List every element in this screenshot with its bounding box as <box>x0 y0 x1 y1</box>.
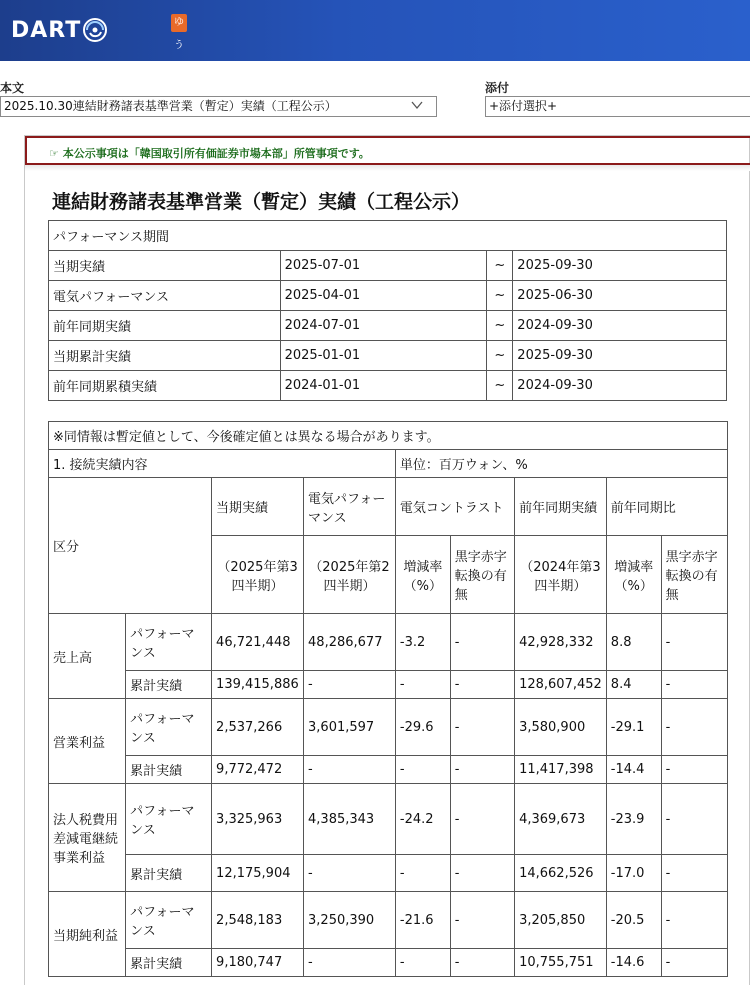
main-doc-select[interactable] <box>0 96 437 117</box>
period-sep: ~ <box>487 251 513 281</box>
period-sep: ~ <box>487 341 513 371</box>
cell-current: 12,175,904 <box>212 855 304 892</box>
unit-label: 単位：百万ウォン、% <box>395 450 727 478</box>
cell-yoy: 128,607,452 <box>515 671 607 699</box>
chevron-down-icon <box>410 98 424 112</box>
cell-rate: -24.2 <box>395 784 450 855</box>
row-type: パフォーマンス <box>126 699 212 756</box>
cell-turn: - <box>450 784 514 855</box>
row-type: 累計実績 <box>126 671 212 699</box>
period-from: 2024-01-01 <box>280 371 487 401</box>
period-label: 当期累計実績 <box>49 341 281 371</box>
attachment-label: 添付 <box>485 81 510 95</box>
period-table <box>48 220 727 401</box>
period-from: 2025-07-01 <box>280 251 487 281</box>
table-row <box>49 251 727 281</box>
table-row <box>49 311 727 341</box>
cell-turn: - <box>450 699 514 756</box>
cell-rate: -29.6 <box>395 699 450 756</box>
table-row <box>49 371 727 401</box>
col-sub-yoy: （2024年第3四半期） <box>515 536 607 614</box>
cell-rate2: 8.4 <box>606 671 661 699</box>
cell-turn: - <box>450 614 514 671</box>
row-type: パフォーマンス <box>126 892 212 949</box>
table-row <box>49 756 728 784</box>
user-avatar-badge[interactable]: ゆ <box>171 14 187 32</box>
period-to: 2025-06-30 <box>513 281 727 311</box>
table-row <box>49 892 728 949</box>
period-to: 2025-09-30 <box>513 341 727 371</box>
row-type: パフォーマンス <box>126 614 212 671</box>
cell-rate: - <box>395 855 450 892</box>
divider <box>25 165 750 171</box>
group-label: 当期純利益 <box>49 892 126 977</box>
cell-yoy: 14,662,526 <box>515 855 607 892</box>
table-row <box>49 949 728 977</box>
cell-turn2: - <box>661 784 727 855</box>
col-sub-turn2: 黒字赤字転換の有無 <box>661 536 727 614</box>
cell-current: 3,325,963 <box>212 784 304 855</box>
col-header-yoy-ratio: 前年同期比 <box>606 478 727 536</box>
table-row <box>49 671 728 699</box>
document-selector-area <box>0 61 750 125</box>
cell-turn2: - <box>661 756 727 784</box>
col-header-yoy-actual: 前年同期実績 <box>515 478 607 536</box>
cell-prev: 3,250,390 <box>304 892 396 949</box>
cell-current: 9,772,472 <box>212 756 304 784</box>
cell-rate: - <box>395 949 450 977</box>
period-label: 電気パフォーマンス <box>49 281 281 311</box>
cell-turn: - <box>450 756 514 784</box>
cell-yoy: 42,928,332 <box>515 614 607 671</box>
cell-rate2: -14.6 <box>606 949 661 977</box>
group-label: 営業利益 <box>49 699 126 784</box>
cell-turn2: - <box>661 671 727 699</box>
cell-yoy: 4,369,673 <box>515 784 607 855</box>
col-sub-rate: 増減率（%） <box>395 536 450 614</box>
cell-yoy: 10,755,751 <box>515 949 607 977</box>
attachment-select[interactable] <box>485 96 750 117</box>
document-viewer <box>24 135 750 985</box>
cell-rate: -3.2 <box>395 614 450 671</box>
row-type: 累計実績 <box>126 855 212 892</box>
cell-rate2: -14.4 <box>606 756 661 784</box>
cell-yoy: 3,205,850 <box>515 892 607 949</box>
cell-rate2: 8.8 <box>606 614 661 671</box>
period-to: 2025-09-30 <box>513 251 727 281</box>
period-sep: ~ <box>487 371 513 401</box>
col-header-current: 当期実績 <box>212 478 304 536</box>
period-sep: ~ <box>487 281 513 311</box>
section-title: 1. 接続実績内容 <box>49 450 396 478</box>
cell-rate2: -20.5 <box>606 892 661 949</box>
cell-turn2: - <box>661 614 727 671</box>
period-to: 2024-09-30 <box>513 311 727 341</box>
cell-yoy: 3,580,900 <box>515 699 607 756</box>
period-label: 前年同期実績 <box>49 311 281 341</box>
attachment-select-value: +添付選択+ <box>489 99 558 113</box>
cell-prev: 48,286,677 <box>304 614 396 671</box>
col-header-category: 区分 <box>49 478 212 614</box>
period-from: 2025-01-01 <box>280 341 487 371</box>
cell-turn: - <box>450 671 514 699</box>
cell-turn2: - <box>661 855 727 892</box>
cell-yoy: 11,417,398 <box>515 756 607 784</box>
table-row <box>49 699 728 756</box>
main-doc-select-value: 2025.10.30連結財務諸表基準営業（暫定）実績（工程公示） <box>4 99 337 113</box>
cell-turn: - <box>450 949 514 977</box>
cell-current: 9,180,747 <box>212 949 304 977</box>
row-type: 累計実績 <box>126 949 212 977</box>
cell-turn2: - <box>661 892 727 949</box>
notice-text: ☞ 本公示事項は「韓国取引所有価証券市場本部」所管事項です。 <box>49 147 370 160</box>
cell-current: 2,537,266 <box>212 699 304 756</box>
cell-current: 139,415,886 <box>212 671 304 699</box>
results-table <box>48 421 728 977</box>
group-label: 法人税費用差減電継続事業利益 <box>49 784 126 892</box>
page-title: 連結財務諸表基準営業（暫定）実績（工程公示） <box>52 191 471 213</box>
provisional-note: ※同情報は暫定値として、今後確定値とは異なる場合があります。 <box>49 422 728 450</box>
cell-rate2: -23.9 <box>606 784 661 855</box>
period-sep: ~ <box>487 311 513 341</box>
period-from: 2024-07-01 <box>280 311 487 341</box>
col-sub-rate2: 増減率（%） <box>606 536 661 614</box>
notice-banner <box>25 136 750 165</box>
cell-turn2: - <box>661 949 727 977</box>
period-label: 前年同期累積実績 <box>49 371 281 401</box>
table-row <box>49 855 728 892</box>
logo-text: DART <box>11 17 82 43</box>
table-row <box>49 614 728 671</box>
table-row <box>49 281 727 311</box>
cell-rate2: -17.0 <box>606 855 661 892</box>
cell-prev: 3,601,597 <box>304 699 396 756</box>
table-row <box>49 341 727 371</box>
cell-turn: - <box>450 892 514 949</box>
group-label: 売上高 <box>49 614 126 699</box>
cell-rate: -21.6 <box>395 892 450 949</box>
cell-prev: - <box>304 949 396 977</box>
cell-prev: 4,385,343 <box>304 784 396 855</box>
top-header-bar <box>0 0 750 61</box>
period-from: 2025-04-01 <box>280 281 487 311</box>
cell-rate2: -29.1 <box>606 699 661 756</box>
cell-turn: - <box>450 855 514 892</box>
period-table-header: パフォーマンス期間 <box>49 221 727 251</box>
col-header-prev-contrast: 電気コントラスト <box>395 478 514 536</box>
period-label: 当期実績 <box>49 251 281 281</box>
cell-rate: - <box>395 756 450 784</box>
row-type: 累計実績 <box>126 756 212 784</box>
col-sub-turn: 黒字赤字転換の有無 <box>450 536 514 614</box>
main-doc-label: 本文 <box>0 81 25 95</box>
cell-prev: - <box>304 671 396 699</box>
cell-turn2: - <box>661 699 727 756</box>
period-to: 2024-09-30 <box>513 371 727 401</box>
col-sub-current: （2025年第3四半期） <box>212 536 304 614</box>
cell-rate: - <box>395 671 450 699</box>
cell-prev: - <box>304 756 396 784</box>
table-row <box>49 784 728 855</box>
col-header-prev-q: 電気パフォーマンス <box>304 478 396 536</box>
dart-logo[interactable] <box>11 17 108 43</box>
cell-current: 2,548,183 <box>212 892 304 949</box>
logo-swirl-icon <box>82 17 108 43</box>
col-sub-prev-q: （2025年第2四半期） <box>304 536 396 614</box>
user-name-sub: う <box>174 40 184 51</box>
cell-prev: - <box>304 855 396 892</box>
cell-current: 46,721,448 <box>212 614 304 671</box>
row-type: パフォーマンス <box>126 784 212 855</box>
